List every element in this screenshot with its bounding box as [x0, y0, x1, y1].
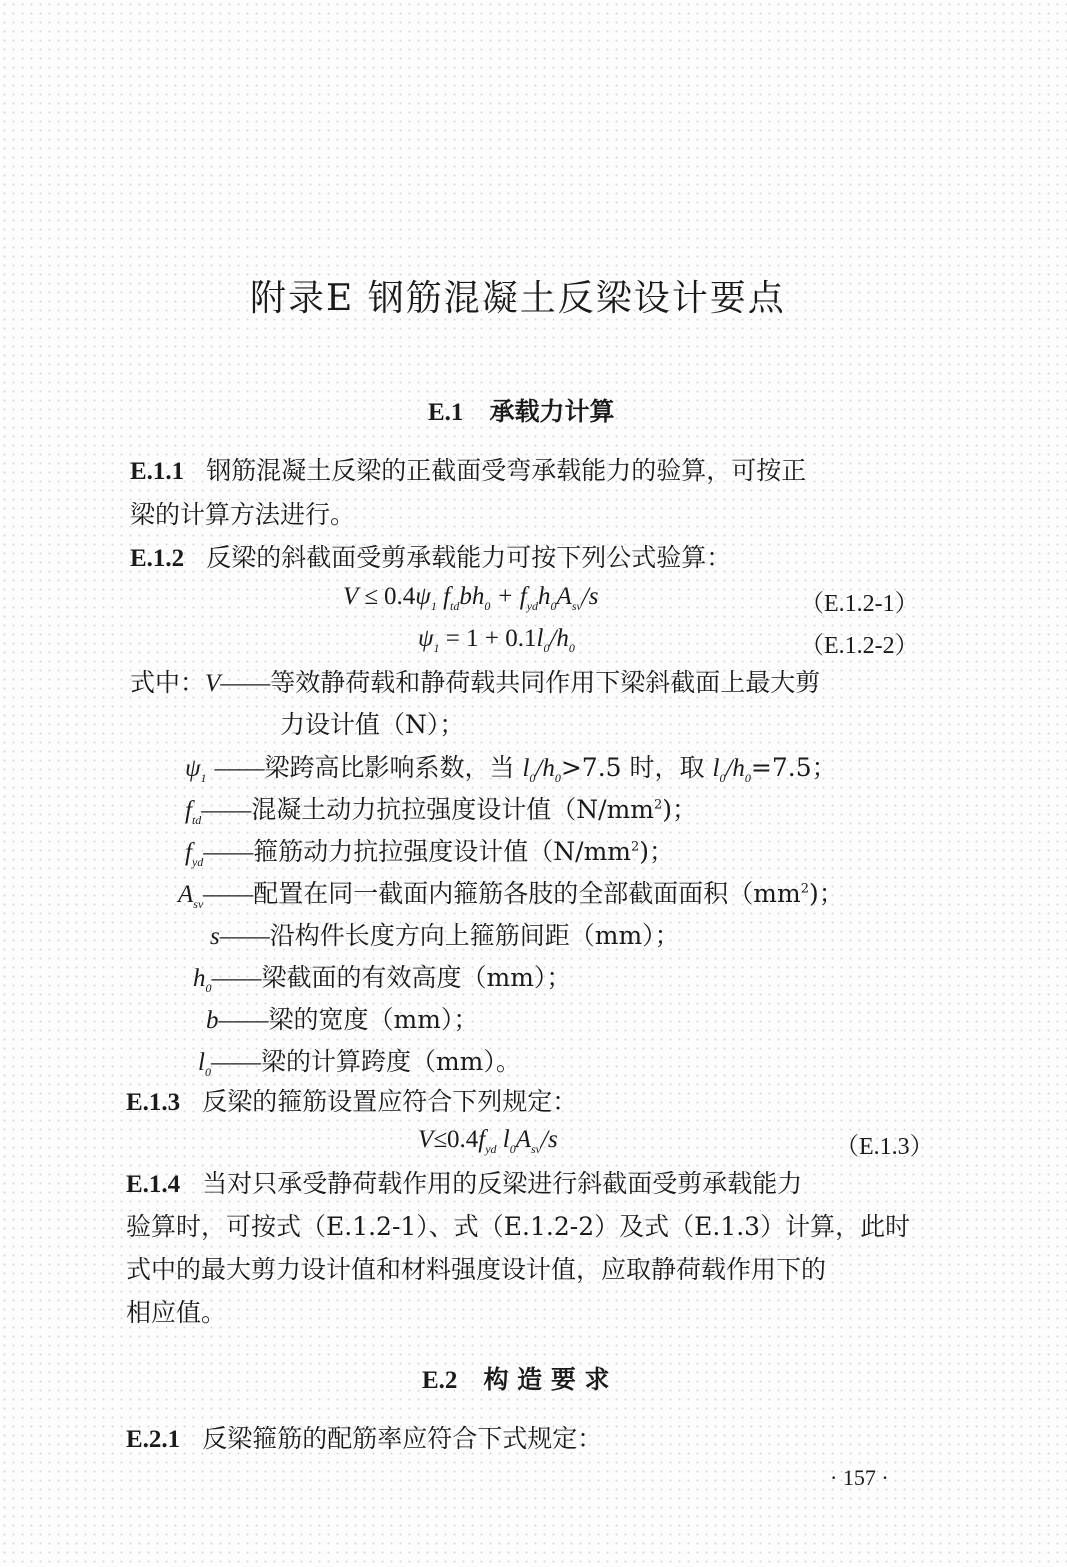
definition-b: b——梁的宽度（mm）； — [206, 1005, 479, 1034]
clause-text: 钢筋混凝土反梁的正截面受弯承载能力的验算，可按正 — [206, 456, 807, 485]
equation-number-3: （E.1.3） — [835, 1134, 934, 1160]
clause-e114-line2: 验算时，可按式（E.1.2-1）、式（E.1.2-2）及式（E.1.3）计算，此时 — [126, 1212, 911, 1241]
clause-e111-line1 — [130, 450, 806, 493]
clause-e111-line2: 梁的计算方法进行。 — [130, 500, 356, 529]
appendix-title: 附录E 钢筋混凝土反梁设计要点 — [250, 278, 786, 319]
section-heading-e1 — [428, 392, 614, 428]
definition-fyd: $f_{yd}——$箍筋动力抗拉强度设计值$(N/mm^2)$； — [185, 837, 675, 869]
clause-text: 当对只承受静荷载作用的反梁进行斜截面受剪承载能力 — [202, 1169, 803, 1198]
clause-number: E.1.2 — [130, 545, 185, 572]
clause-e112 — [130, 537, 731, 580]
definition-psi: $\psi_1$ ——梁跨高比影响系数，当 $l_0/h_0>7.5$ 时，取 $l_0/h_0=7.5$； — [185, 753, 837, 785]
equation-number-2: （E.1.2-2） — [800, 633, 919, 659]
definition-ftd: $f_{td}——$混凝土动力抗拉强度设计值$(N/mm^2)$； — [185, 795, 698, 827]
definition-l0: $l_0——$梁的计算跨度（mm）。 — [198, 1047, 521, 1079]
definition-V-cont: 力设计值（N）； — [280, 710, 465, 739]
clause-e114-line4: 相应值。 — [126, 1298, 227, 1327]
definition-V: 式中：V——等效静荷载和静荷载共同作用下梁斜截面上最大剪 — [130, 668, 821, 697]
equation-e112-1: $V \le 0.4\psi_1$ $f_{td}bh_0 + f_{yd}h_0A_{sv}/s$ — [343, 583, 599, 613]
section-number: E.1 — [428, 399, 464, 426]
definition-Asv: $A_{sv}——$配置在同一截面内箍筋各肢的全部截面面积$(mm^2)$； — [178, 879, 844, 911]
where-lead: 式中： — [130, 668, 206, 697]
clause-number: E.1.1 — [130, 458, 185, 485]
section-title: 承载力计算 — [489, 397, 615, 426]
clause-e114-line3: 式中的最大剪力设计值和材料强度设计值，应取静荷载作用下的 — [126, 1255, 827, 1284]
clause-text: 反梁箍筋的配筋率应符合下式规定： — [202, 1424, 603, 1453]
clause-number: E.1.3 — [126, 1089, 181, 1116]
clause-text: 反梁的斜截面受剪承载能力可按下列公式验算： — [206, 543, 732, 572]
definition-s: s——沿构件长度方向上箍筋间距（mm）； — [210, 921, 680, 950]
equation-e112-2: $\psi_1 = 1 + 0.1l_0/h_0$ — [418, 625, 575, 655]
page-number: · 157 · — [830, 1465, 889, 1490]
clause-number: E.1.4 — [126, 1171, 181, 1198]
clause-text: 反梁的箍筋设置应符合下列规定： — [202, 1087, 578, 1116]
section-heading-e2 — [422, 1360, 610, 1396]
equation-e113: $V\le 0.4f_{yd}$ $l_0A_{sv}/s$ — [418, 1126, 558, 1156]
clause-e221 — [126, 1418, 602, 1461]
clause-e113 — [126, 1081, 577, 1124]
section-number: E.2 — [422, 1367, 458, 1394]
definition-h0: $h_0——$梁截面的有效高度（mm）； — [193, 963, 572, 995]
section-title: 构 造 要 求 — [483, 1365, 610, 1394]
clause-number: E.2.1 — [126, 1426, 181, 1453]
equation-number-1: （E.1.2-1） — [800, 591, 919, 617]
clause-e114-line1 — [126, 1163, 802, 1206]
